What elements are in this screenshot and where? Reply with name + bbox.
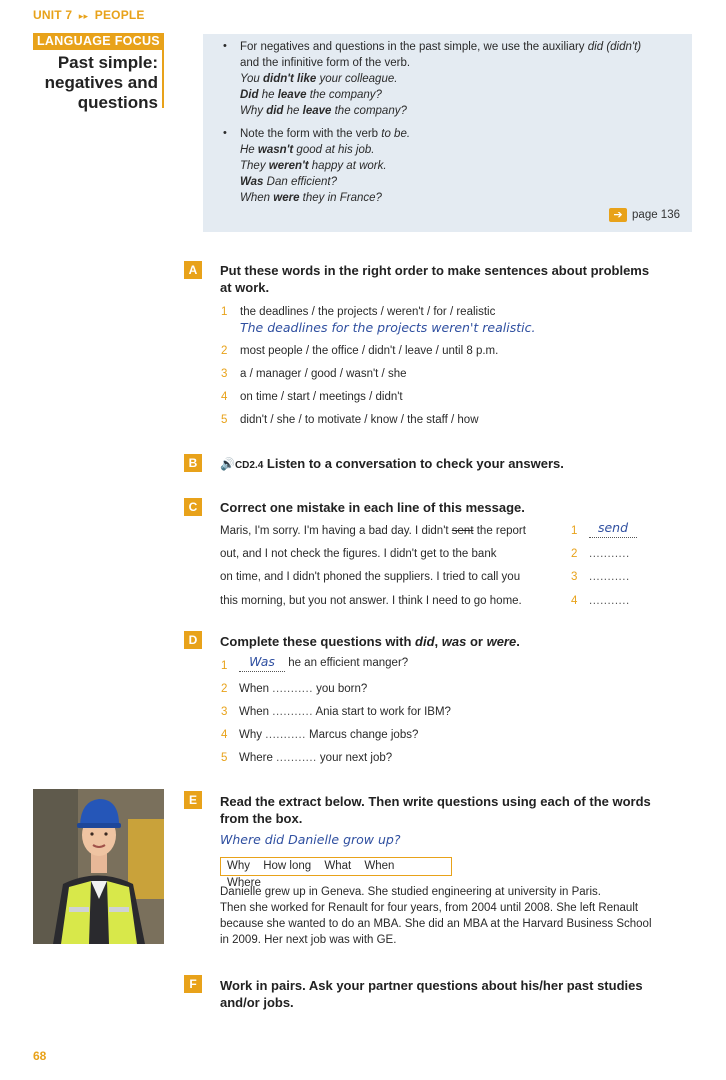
unit-header (33, 8, 145, 22)
question-head: Why (239, 729, 266, 741)
list-item (221, 412, 227, 428)
answer-field[interactable] (589, 519, 637, 538)
audio-track-label: CD2.4 (234, 460, 264, 471)
item-number: 4 (221, 391, 228, 403)
example-text: they in France? (299, 192, 382, 204)
answer-row (571, 523, 577, 539)
extract-line: Then she worked for Renault for four years, from 2004 until 2008. She left Renault (220, 902, 639, 914)
handwritten-example: Where did Danielle grow up? (220, 832, 401, 847)
grammar-rule-2 (240, 126, 680, 206)
unit-label: UNIT 7 (33, 8, 73, 22)
handwritten-answer: The deadlines for the projects weren't realistic. (240, 320, 536, 335)
section-f-title (220, 977, 643, 1011)
example-sentence (240, 174, 680, 190)
word-chip: When (364, 860, 395, 872)
example-sentence (240, 71, 680, 87)
word-box (220, 857, 452, 889)
section-e-title (220, 793, 651, 827)
list-item (221, 389, 227, 405)
question-head: When (239, 706, 273, 718)
struck-word: sent (451, 525, 474, 537)
question-tail: he an efficient manger? (285, 657, 409, 669)
example-text: They (240, 160, 269, 172)
question-tail: you born? (312, 683, 368, 695)
title-text: Complete these questions with (220, 634, 416, 649)
answer-field[interactable]: ........... (589, 571, 630, 583)
message-line-1 (220, 523, 526, 539)
example-keyword: Did (240, 89, 259, 101)
question-tail: Ania start to work for IBM? (312, 706, 451, 718)
title-text: . (516, 634, 520, 649)
list-item-text: the deadlines / the projects / weren't / for / realistic (240, 306, 496, 318)
question-text (239, 654, 408, 672)
answer-field[interactable]: ........... (272, 683, 313, 695)
example-text: your colleague. (316, 73, 398, 85)
question-row (221, 750, 227, 766)
section-b-badge: B (184, 454, 202, 472)
question-text (239, 750, 392, 766)
message-line-3: on time, and I didn't phoned the suppliers. I tried to call you (220, 571, 521, 583)
arrow-right-icon: ➔ (609, 208, 627, 222)
example-text: the company? (306, 89, 382, 101)
message-line-4: this morning, but you not answer. I think I need to go home. (220, 595, 522, 607)
item-number: 2 (221, 345, 228, 357)
example-text: When (240, 192, 274, 204)
example-keyword: leave (302, 105, 332, 117)
section-e-badge: E (184, 791, 202, 809)
example-sentence (240, 190, 680, 206)
rule-line: and the infinitive form of the verb. (240, 57, 411, 69)
section-b-title (220, 455, 564, 474)
example-keyword: were (273, 192, 300, 204)
answer-row (571, 546, 577, 562)
section-c-title: Correct one mistake in each line of this message. (220, 500, 525, 515)
example-sentence (240, 103, 680, 119)
item-number: 1 (221, 306, 228, 318)
example-text: happy at work. (308, 160, 387, 172)
bullet-icon: • (223, 127, 227, 139)
rule-keyword: (didn't) (606, 41, 642, 53)
list-item (221, 366, 227, 382)
list-item (221, 304, 227, 320)
rule-text: For negatives and questions in the past simple, we use the auxiliary (240, 41, 588, 53)
example-keyword: did (266, 105, 284, 117)
photo-engineer (33, 789, 164, 944)
item-number: 1 (221, 660, 228, 672)
list-item-text: didn't / she / to motivate / know / the staff / how (240, 414, 479, 426)
title-keyword: was (441, 634, 467, 649)
answer-field[interactable]: ........... (589, 595, 630, 607)
handwritten-answer: send (597, 520, 629, 535)
word-chip: Where (227, 877, 261, 889)
word-chip: Why (227, 860, 250, 872)
question-row (221, 727, 227, 743)
page-number: 68 (33, 1049, 47, 1063)
section-c-badge: C (184, 498, 202, 516)
answer-field[interactable]: ........... (589, 548, 630, 560)
answer-number: 2 (571, 548, 578, 560)
section-d-title (220, 633, 520, 650)
title-text: or (466, 634, 487, 649)
section-b-text: Listen to a conversation to check your answers. (263, 456, 564, 471)
example-keyword: didn't like (263, 73, 317, 85)
rule-keyword: did (587, 41, 604, 53)
example-text: good at his job. (293, 144, 375, 156)
answer-number: 1 (571, 525, 578, 537)
question-head: When (239, 683, 273, 695)
item-number: 2 (221, 683, 228, 695)
title-line: from the box. (220, 811, 303, 826)
double-arrow-icon: ▸▸ (78, 11, 89, 21)
extract-line: in 2009. Her next job was with GE. (220, 934, 397, 946)
language-focus-rule (162, 50, 164, 108)
section-f-badge: F (184, 975, 202, 993)
example-sentence (240, 142, 680, 158)
example-sentence (240, 87, 680, 103)
speaker-icon[interactable]: 🔊 (220, 457, 235, 471)
section-label: PEOPLE (94, 8, 145, 22)
grammar-rule-1 (240, 39, 680, 119)
question-text (239, 704, 451, 720)
extract-line: Danielle grew up in Geneva. She studied engineering at university in Paris. (220, 886, 601, 898)
item-number: 3 (221, 368, 228, 380)
question-tail: Marcus change jobs? (305, 729, 419, 741)
language-focus-title (33, 53, 158, 113)
question-text (239, 727, 418, 743)
grammar-box (203, 34, 692, 232)
title-line: and/or jobs. (220, 995, 294, 1010)
section-d-badge: D (184, 631, 202, 649)
list-item-text: on time / start / meetings / didn't (240, 391, 403, 403)
word-chip: How long (263, 860, 312, 872)
answer-field[interactable]: ........... (265, 729, 306, 741)
title-line: Work in pairs. Ask your partner questions about his/her past studies (220, 978, 643, 993)
item-number: 3 (221, 706, 228, 718)
example-text: Why (240, 105, 267, 117)
answer-number: 4 (571, 595, 578, 607)
list-item-text: a / manager / good / wasn't / she (240, 368, 407, 380)
question-row (221, 658, 227, 674)
section-a-badge: A (184, 261, 202, 279)
example-text: the company? (331, 105, 407, 117)
language-focus-badge: LANGUAGE FOCUS 1 (33, 33, 164, 50)
title-line: Put these words in the right order to make sentences about problems (220, 263, 650, 278)
example-text: He (240, 144, 258, 156)
extract-line: because she wanted to do an MBA. She did an MBA at the Harvard Business School (220, 918, 652, 930)
example-keyword: leave (277, 89, 307, 101)
rule-keyword: to be. (381, 128, 411, 140)
answer-field[interactable]: ........... (272, 706, 313, 718)
question-row (221, 704, 227, 720)
answer-row (571, 569, 577, 585)
example-text: he (283, 105, 303, 117)
example-keyword: weren't (268, 160, 309, 172)
example-keyword: Was (240, 176, 264, 188)
example-text: Dan efficient? (263, 176, 337, 188)
question-tail: your next job? (316, 752, 393, 764)
bullet-icon: • (223, 40, 227, 52)
question-row (221, 681, 227, 697)
extract-paragraph (220, 884, 652, 948)
answer-field[interactable]: ........... (276, 752, 317, 764)
title-line: questions (77, 93, 158, 112)
title-text: , (434, 634, 442, 649)
handwritten-answer: Was (249, 654, 275, 669)
list-item-text: most people / the office / didn't / leave / until 8 p.m. (240, 345, 499, 357)
title-keyword: were (486, 634, 517, 649)
page-reference-text: page 136 (632, 209, 680, 221)
section-a-title (220, 262, 649, 296)
answer-field[interactable] (239, 654, 285, 672)
word-chip: What (324, 860, 352, 872)
title-line: negatives and (44, 73, 158, 92)
example-sentence (240, 158, 680, 174)
rule-line (240, 126, 680, 142)
question-text (239, 681, 367, 697)
title-line: Past simple: (57, 53, 158, 72)
title-line: at work. (220, 280, 270, 295)
answer-row (571, 593, 577, 609)
example-text: he (258, 89, 278, 101)
question-head: Where (239, 752, 277, 764)
item-number: 5 (221, 752, 228, 764)
woman-hardhat-illustration (33, 789, 164, 944)
message-text: Maris, I'm sorry. I'm having a bad day. I didn't (220, 525, 452, 537)
example-keyword: wasn't (257, 144, 294, 156)
item-number: 5 (221, 414, 228, 426)
rule-line (240, 39, 680, 55)
rule-text: Note the form with the verb (240, 128, 382, 140)
message-text: the report (473, 525, 526, 537)
title-keyword: did (415, 634, 435, 649)
message-line-2: out, and I not check the figures. I didn't get to the bank (220, 548, 497, 560)
page-reference-link[interactable] (609, 208, 680, 222)
title-line: Read the extract below. Then write questions using each of the words (220, 794, 651, 809)
answer-number: 3 (571, 571, 578, 583)
item-number: 4 (221, 729, 228, 741)
list-item (221, 343, 227, 359)
example-text: You (240, 73, 264, 85)
